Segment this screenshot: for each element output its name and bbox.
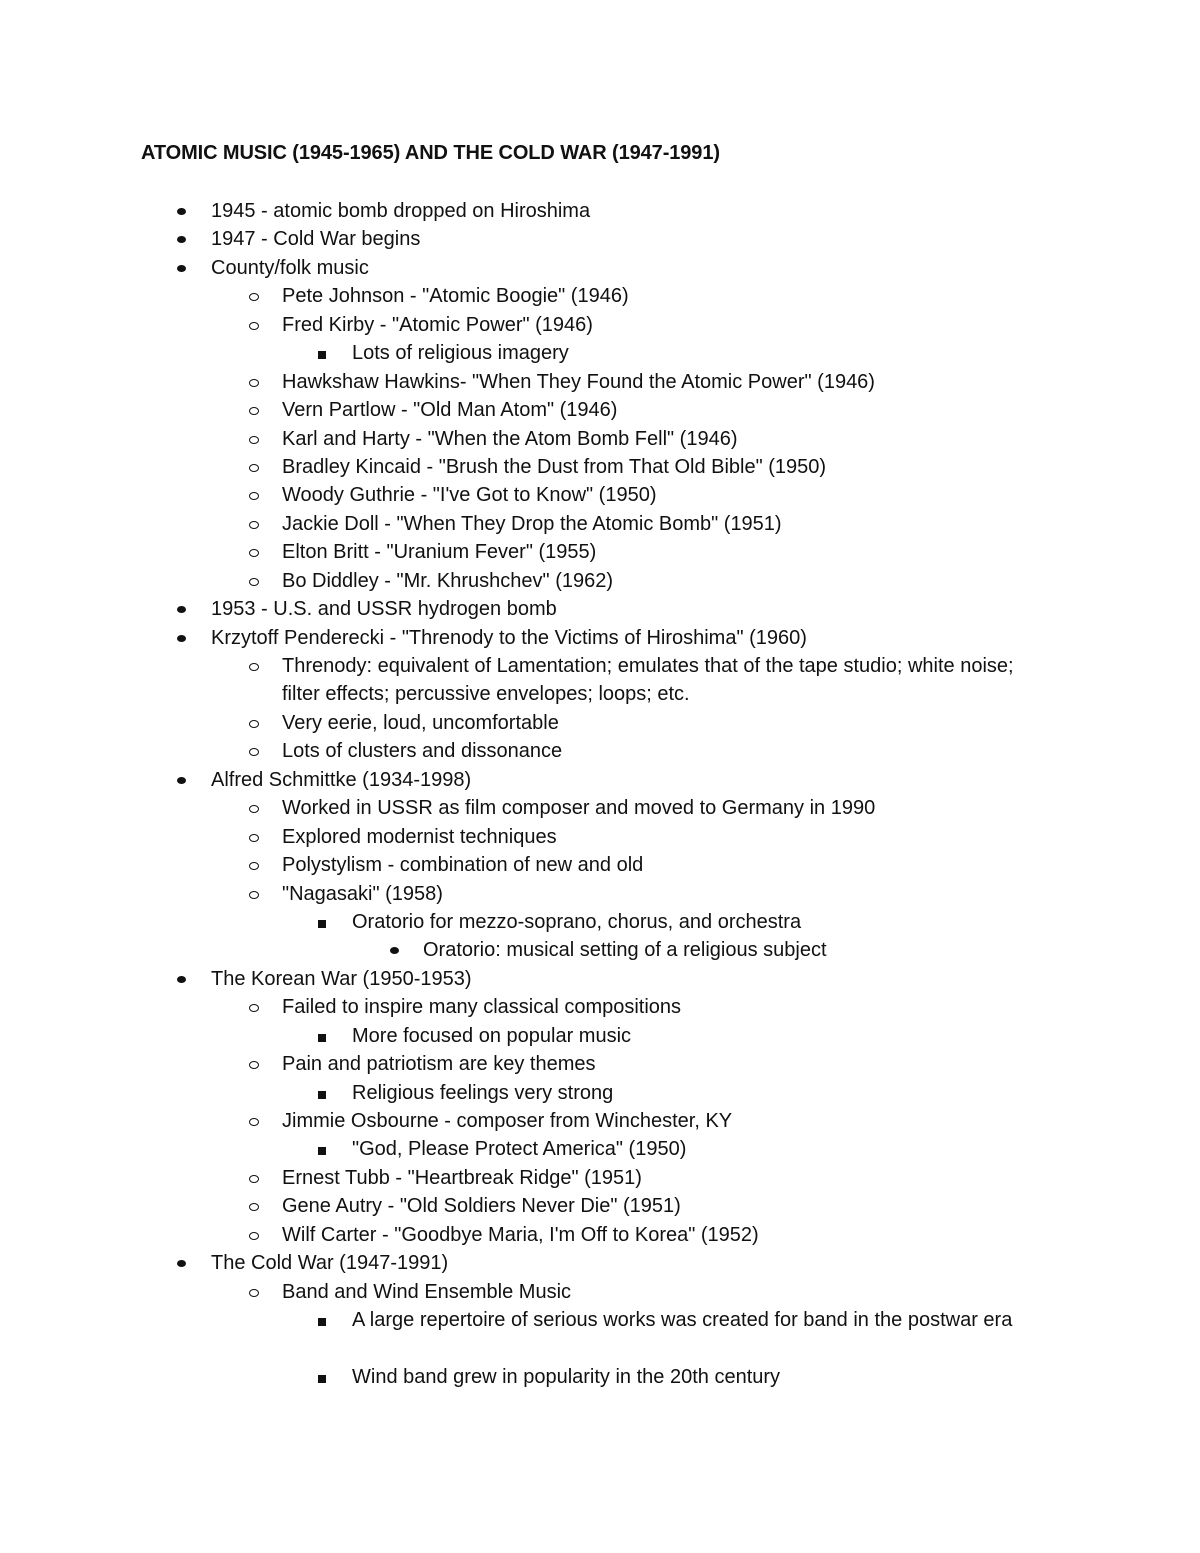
list-item — [0, 993, 1200, 1021]
list-item — [0, 339, 1200, 367]
list-item-text: Polystylism - combination of new and old — [282, 854, 644, 877]
list-item — [0, 396, 1200, 424]
circle-bullet-icon — [249, 805, 259, 813]
list-item-text: Pete Johnson - "Atomic Boogie" (1946) — [282, 285, 629, 308]
list-item-text: A large repertoire of serious works was created for band in the postwar era — [352, 1309, 1013, 1332]
list-item-text: Very eerie, loud, uncomfortable — [282, 711, 559, 734]
circle-bullet-icon — [249, 293, 259, 301]
circle-bullet-icon — [249, 1118, 259, 1126]
list-item — [0, 368, 1200, 396]
list-item — [0, 1135, 1200, 1163]
square-bullet-icon — [318, 1318, 326, 1326]
circle-bullet-icon — [249, 1061, 259, 1069]
circle-bullet-icon — [249, 407, 259, 415]
disc-bullet-icon — [177, 777, 186, 784]
list-item-text: 1947 - Cold War begins — [211, 228, 421, 251]
list-item — [0, 1107, 1200, 1135]
list-item — [0, 1050, 1200, 1078]
list-item-text: 1945 - atomic bomb dropped on Hiroshima — [211, 200, 591, 222]
list-item-text: Krzytoff Penderecki - "Threnody to the Victims of Hiroshima" (1960) — [211, 626, 807, 649]
square-bullet-icon — [318, 1147, 326, 1155]
list-item-text: Woody Guthrie - "I've Got to Know" (1950) — [282, 484, 657, 507]
list-item-text: "Nagasaki" (1958) — [282, 882, 443, 905]
list-item — [0, 709, 1200, 737]
disc-bullet-icon — [177, 265, 186, 272]
list-item — [0, 1079, 1200, 1107]
list-item — [0, 880, 1200, 908]
square-bullet-icon — [318, 1034, 326, 1042]
list-item — [0, 965, 1200, 993]
list-item-text: "God, Please Protect America" (1950) — [352, 1138, 687, 1161]
list-item-text: Lots of religious imagery — [352, 342, 569, 365]
list-item-text: The Cold War (1947-1991) — [211, 1252, 449, 1275]
list-item — [0, 425, 1200, 453]
list-item — [0, 1221, 1200, 1249]
list-item-text: More focused on popular music — [352, 1024, 632, 1047]
list-item-text: Elton Britt - "Uranium Fever" (1955) — [282, 541, 597, 564]
list-item-text: Wind band grew in popularity in the 20th century — [352, 1365, 781, 1388]
circle-bullet-icon — [249, 1289, 259, 1297]
square-bullet-icon — [318, 351, 326, 359]
circle-bullet-icon — [249, 322, 259, 330]
list-item — [0, 908, 1200, 936]
circle-bullet-icon — [249, 720, 259, 728]
list-item-text: Jackie Doll - "When They Drop the Atomic Bomb" (1951) — [282, 512, 782, 535]
list-item-text: Hawkshaw Hawkins- "When They Found the Atomic Power" (1946) — [282, 370, 875, 393]
list-item-text: Explored modernist techniques — [282, 825, 557, 848]
list-item — [0, 1306, 1200, 1363]
list-item-text: Alfred Schmittke (1934-1998) — [211, 768, 472, 791]
circle-bullet-icon — [249, 379, 259, 387]
list-item-text: Wilf Carter - "Goodbye Maria, I'm Off to Korea" (1952) — [282, 1223, 759, 1246]
circle-bullet-icon — [249, 1232, 259, 1240]
circle-bullet-icon — [249, 1004, 259, 1012]
list-item-text: Jimmie Osbourne - composer from Winchester, KY — [282, 1110, 733, 1133]
circle-bullet-icon — [249, 464, 259, 472]
list-item — [0, 567, 1200, 595]
circle-bullet-icon — [249, 1203, 259, 1211]
disc-bullet-icon — [177, 236, 186, 243]
list-item — [0, 1278, 1200, 1306]
circle-bullet-icon — [249, 663, 259, 671]
list-item-text: Threnody: equivalent of Lamentation; emulates that of the tape studio; white noise; filter effects; percussive envelopes; loops; etc. — [282, 655, 1014, 706]
list-item — [0, 737, 1200, 765]
list-item — [0, 794, 1200, 822]
list-item — [0, 1192, 1200, 1220]
list-item-text: County/folk music — [211, 256, 369, 279]
circle-bullet-icon — [249, 748, 259, 756]
list-item — [0, 936, 1200, 964]
list-item-text: Religious feelings very strong — [352, 1081, 614, 1104]
square-bullet-icon — [318, 1375, 326, 1383]
circle-bullet-icon — [249, 834, 259, 842]
circle-bullet-icon — [249, 1175, 259, 1183]
list-item — [0, 282, 1200, 310]
list-item — [0, 538, 1200, 566]
list-item-text: Fred Kirby - "Atomic Power" (1946) — [282, 313, 593, 336]
list-item — [0, 624, 1200, 652]
list-item — [0, 766, 1200, 794]
list-item-text: Pain and patriotism are key themes — [282, 1053, 596, 1076]
list-item-text: Oratorio: musical setting of a religious subject — [423, 939, 827, 962]
list-item — [0, 1022, 1200, 1050]
list-item — [0, 1249, 1200, 1277]
disc-bullet-icon — [390, 947, 399, 954]
list-item — [0, 197, 1200, 225]
list-item-text: Band and Wind Ensemble Music — [282, 1280, 572, 1303]
disc-bullet-icon — [177, 208, 186, 215]
list-item-text: Oratorio for mezzo-soprano, chorus, and orchestra — [352, 910, 802, 933]
list-item — [0, 1164, 1200, 1192]
circle-bullet-icon — [249, 521, 259, 529]
list-item-text: Bradley Kincaid - "Brush the Dust from That Old Bible" (1950) — [282, 455, 827, 478]
document-title: ATOMIC MUSIC (1945-1965) AND THE COLD WAR (1947-1991) — [141, 142, 720, 164]
list-item-text: Failed to inspire many classical compositions — [282, 996, 682, 1019]
list-item-text: Lots of clusters and dissonance — [282, 740, 563, 763]
list-item — [0, 510, 1200, 538]
list-item — [0, 823, 1200, 851]
list-item — [0, 254, 1200, 282]
bullet-outline — [0, 197, 1200, 1391]
square-bullet-icon — [318, 920, 326, 928]
list-item — [0, 225, 1200, 253]
circle-bullet-icon — [249, 862, 259, 870]
list-item — [0, 851, 1200, 879]
square-bullet-icon — [318, 1091, 326, 1099]
list-item — [0, 453, 1200, 481]
list-item-text: 1953 - U.S. and USSR hydrogen bomb — [211, 598, 557, 621]
disc-bullet-icon — [177, 606, 186, 613]
list-item-text: The Korean War (1950-1953) — [211, 967, 472, 990]
list-item — [0, 311, 1200, 339]
list-item — [0, 481, 1200, 509]
circle-bullet-icon — [249, 492, 259, 500]
list-item-text: Worked in USSR as film composer and moved to Germany in 1990 — [282, 797, 876, 820]
circle-bullet-icon — [249, 578, 259, 586]
disc-bullet-icon — [177, 1260, 186, 1267]
list-item-text: Karl and Harty - "When the Atom Bomb Fell" (1946) — [282, 427, 738, 450]
list-item-text: Gene Autry - "Old Soldiers Never Die" (1951) — [282, 1195, 681, 1218]
list-item — [0, 595, 1200, 623]
list-item-text: Vern Partlow - "Old Man Atom" (1946) — [282, 399, 618, 422]
list-item — [0, 1363, 1200, 1391]
list-item-text: Ernest Tubb - "Heartbreak Ridge" (1951) — [282, 1166, 642, 1189]
disc-bullet-icon — [177, 976, 186, 983]
circle-bullet-icon — [249, 891, 259, 899]
circle-bullet-icon — [249, 436, 259, 444]
list-item-text: Bo Diddley - "Mr. Khrushchev" (1962) — [282, 569, 614, 592]
circle-bullet-icon — [249, 549, 259, 557]
list-item — [0, 652, 1200, 709]
disc-bullet-icon — [177, 635, 186, 642]
